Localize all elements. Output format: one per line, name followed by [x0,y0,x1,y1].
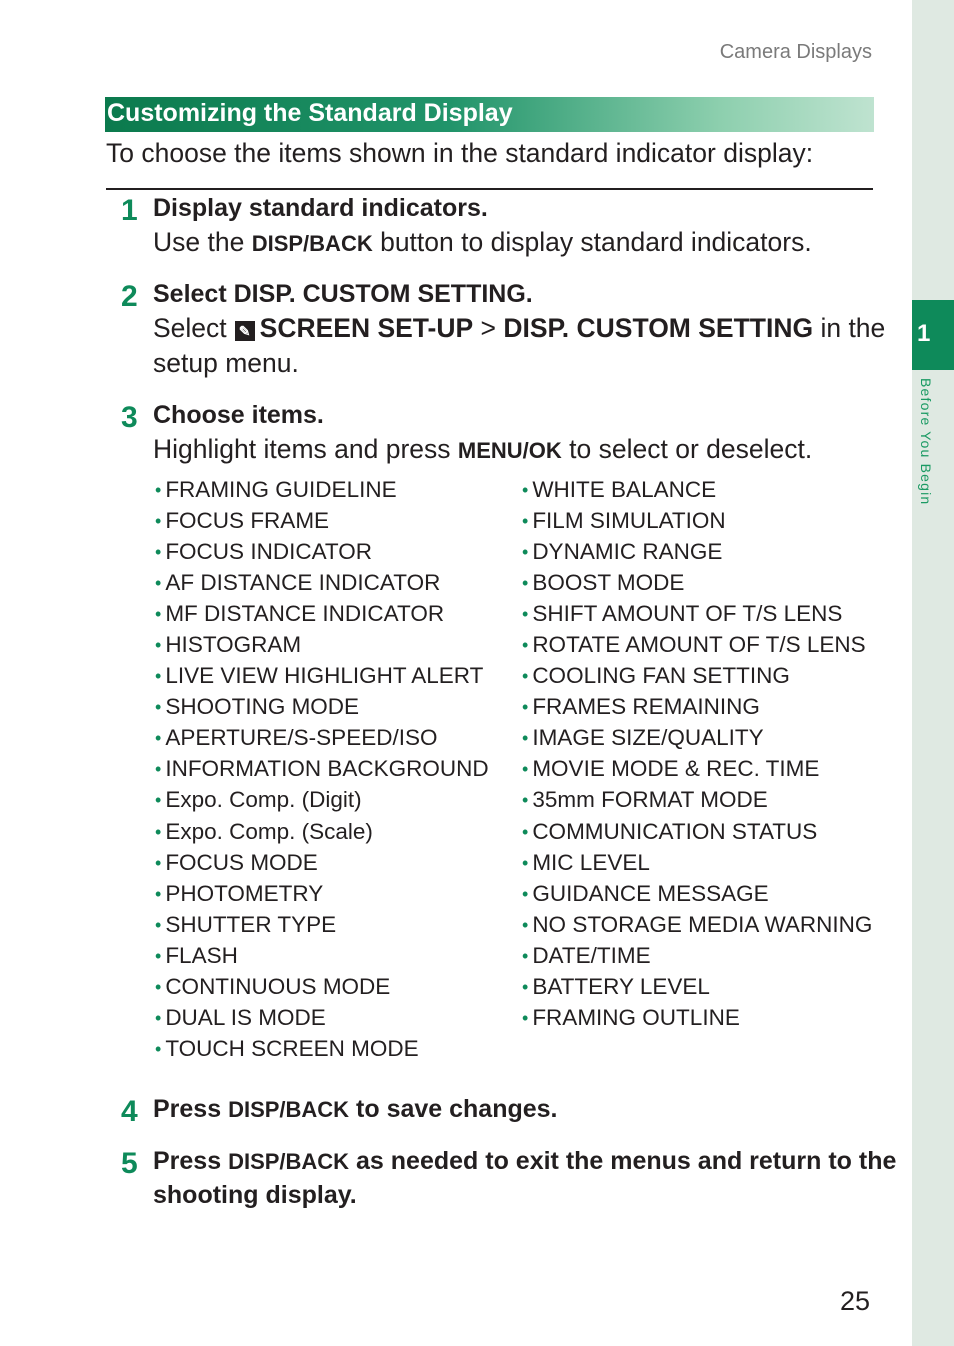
list-item [522,691,872,722]
item-label: SHIFT AMOUNT OF T/S LENS [532,601,843,627]
separator-text: > [473,313,504,343]
list-item [522,816,872,847]
heading-text: . [525,280,533,308]
bullet-icon: • [522,945,529,966]
bullet-icon: • [522,883,529,904]
body-text: button to display standard indicators. [372,227,812,257]
menu-item-name: DISP. CUSTOM SETTING [503,313,814,343]
intro-text: To choose the items shown in the standard indicator display: [106,138,814,168]
body-text: to select or deselect. [561,434,813,464]
list-item [155,722,489,753]
bullet-icon: • [155,480,162,500]
item-label: Expo. Comp. (Digit) [165,787,362,813]
list-item [522,474,872,505]
heading-text: Press [153,1095,229,1123]
list-item [155,660,489,691]
chapter-label: Before You Begin [918,378,934,506]
step-body [153,432,812,468]
step-body-line2: setup menu. [153,348,299,378]
bullet-icon: • [155,511,162,532]
step-body [153,311,885,345]
step-heading: Choose items. [153,401,324,429]
bullet-icon: • [155,790,162,811]
item-label: DYNAMIC RANGE [532,539,723,565]
bullet-icon: • [522,604,529,625]
item-label: FOCUS INDICATOR [165,539,372,565]
heading-text: to save changes. [349,1095,558,1123]
body-text: Select [153,313,227,343]
bullet-icon: • [155,759,162,780]
item-label: FOCUS FRAME [165,508,330,534]
item-label: AF DISTANCE INDICATOR [165,570,441,596]
list-item [155,878,489,909]
bullet-icon: • [522,666,529,687]
list-item [155,847,489,878]
bullet-icon: • [155,976,162,997]
item-label: ROTATE AMOUNT OF T/S LENS [532,632,866,658]
step-heading [153,1146,896,1177]
bullet-icon: • [155,542,162,563]
item-label: INFORMATION BACKGROUND [165,756,489,782]
list-item [155,816,489,847]
list-item [522,878,872,909]
item-label: LIVE VIEW HIGHLIGHT ALERT [165,663,484,689]
heading-text: as needed to exit the menus and return to the [349,1147,897,1175]
bullet-icon: • [522,1007,529,1028]
bullet-icon: • [155,821,162,842]
item-label: GUIDANCE MESSAGE [532,880,769,906]
bullet-icon: • [522,728,529,749]
bullet-icon: • [522,573,529,594]
bullet-icon: • [155,635,162,656]
items-list-left [155,474,489,1064]
bullet-icon: • [522,914,529,935]
bullet-icon: • [155,1038,162,1059]
disp-back-key: DISP/BACK [228,1097,350,1122]
list-item [155,505,489,536]
page-number: 25 [840,1286,871,1316]
bullet-icon: • [522,976,529,997]
list-item [155,691,489,722]
step-number: 5 [121,1147,138,1180]
item-label: COOLING FAN SETTING [532,663,790,689]
list-item [522,940,872,971]
list-item [522,536,872,567]
items-list-right [522,474,872,1033]
step-heading: Display standard indicators. [153,194,488,222]
list-item [155,567,489,598]
item-label: Expo. Comp. (Scale) [165,818,373,844]
bullet-icon: • [155,573,162,594]
item-label: FRAMING GUIDELINE [165,477,397,502]
heading-text: Press [153,1147,229,1175]
bullet-icon: • [155,1007,162,1028]
item-label: MIC LEVEL [532,849,650,875]
menu-item-name: SCREEN SET-UP [259,313,474,343]
list-item [522,847,872,878]
step-heading-line2: shooting display. [153,1181,357,1209]
list-item [522,909,872,940]
item-label: PHOTOMETRY [165,880,324,906]
item-label: HISTOGRAM [165,632,302,658]
list-item [155,629,489,660]
list-item [522,598,872,629]
body-text: in the [813,313,886,343]
disp-back-key: DISP/BACK [251,231,373,256]
running-head: Camera Displays [719,41,872,63]
item-label: BATTERY LEVEL [532,973,710,999]
list-item [522,660,872,691]
item-label: FRAMES REMAINING [532,694,760,720]
bullet-icon: • [522,635,529,656]
section-title: Customizing the Standard Display [105,97,874,132]
divider [106,188,873,190]
item-label: COMMUNICATION STATUS [532,818,818,844]
item-label: IMAGE SIZE/QUALITY [532,725,764,751]
list-item [522,784,872,815]
chapter-sidebar [912,0,954,1346]
item-label: BOOST MODE [532,570,685,596]
menu-item-name: DISP. CUSTOM SETTING [233,280,526,308]
step-heading [153,1094,558,1125]
bullet-icon: • [522,511,529,532]
bullet-icon: • [155,697,162,718]
item-label: FRAMING OUTLINE [532,1004,740,1030]
item-label: APERTURE/S-SPEED/ISO [165,725,438,751]
list-item [522,1002,872,1033]
list-item [155,909,489,940]
bullet-icon: • [155,666,162,687]
bullet-icon: • [522,790,529,811]
bullet-icon: • [155,852,162,873]
bullet-icon: • [522,542,529,563]
body-text: Highlight items and press [153,434,458,464]
chapter-tab [912,300,954,370]
list-item [155,1033,489,1064]
bullet-icon: • [522,852,529,873]
list-item [155,940,489,971]
bullet-icon: • [155,604,162,625]
list-item [155,971,489,1002]
step-heading [153,279,533,309]
item-label: SHOOTING MODE [165,694,360,720]
bullet-icon: • [522,480,529,500]
list-item [522,753,872,784]
item-label: DATE/TIME [532,942,651,968]
list-item [155,1002,489,1033]
bullet-icon: • [522,697,529,718]
bullet-icon: • [155,945,162,966]
step-body [153,225,812,261]
item-label: WHITE BALANCE [532,477,717,502]
list-item [155,536,489,567]
item-label: NO STORAGE MEDIA WARNING [532,911,873,937]
menu-ok-key: MENU/OK [457,438,562,463]
step-number: 4 [121,1095,138,1128]
bullet-icon: • [155,883,162,904]
bullet-icon: • [155,914,162,935]
bullet-icon: • [522,821,529,842]
list-item [155,598,489,629]
heading-text: Select [153,280,234,308]
item-label: FOCUS MODE [165,849,318,875]
list-item [155,474,489,505]
step-number: 2 [121,280,138,313]
item-label: SHUTTER TYPE [165,911,337,937]
item-label: FLASH [165,942,238,968]
list-item [522,722,872,753]
list-item [522,505,872,536]
item-label: MF DISTANCE INDICATOR [165,601,445,627]
bullet-icon: • [155,728,162,749]
list-item [522,971,872,1002]
item-label: TOUCH SCREEN MODE [165,1035,419,1061]
list-item [522,567,872,598]
body-text: Use the [153,227,252,257]
bullet-icon: • [522,759,529,780]
list-item [155,753,489,784]
item-label: FILM SIMULATION [532,508,726,534]
step-number: 3 [121,401,138,434]
item-label: DUAL IS MODE [165,1004,326,1030]
item-label: MOVIE MODE & REC. TIME [532,756,820,782]
item-label: 35mm FORMAT MODE [532,787,768,813]
chapter-number: 1 [917,320,931,347]
setup-menu-icon: ✎ [235,321,255,341]
list-item [522,629,872,660]
list-item [155,784,489,815]
item-label: CONTINUOUS MODE [165,973,391,999]
step-number: 1 [121,194,138,227]
disp-back-key: DISP/BACK [228,1149,350,1174]
